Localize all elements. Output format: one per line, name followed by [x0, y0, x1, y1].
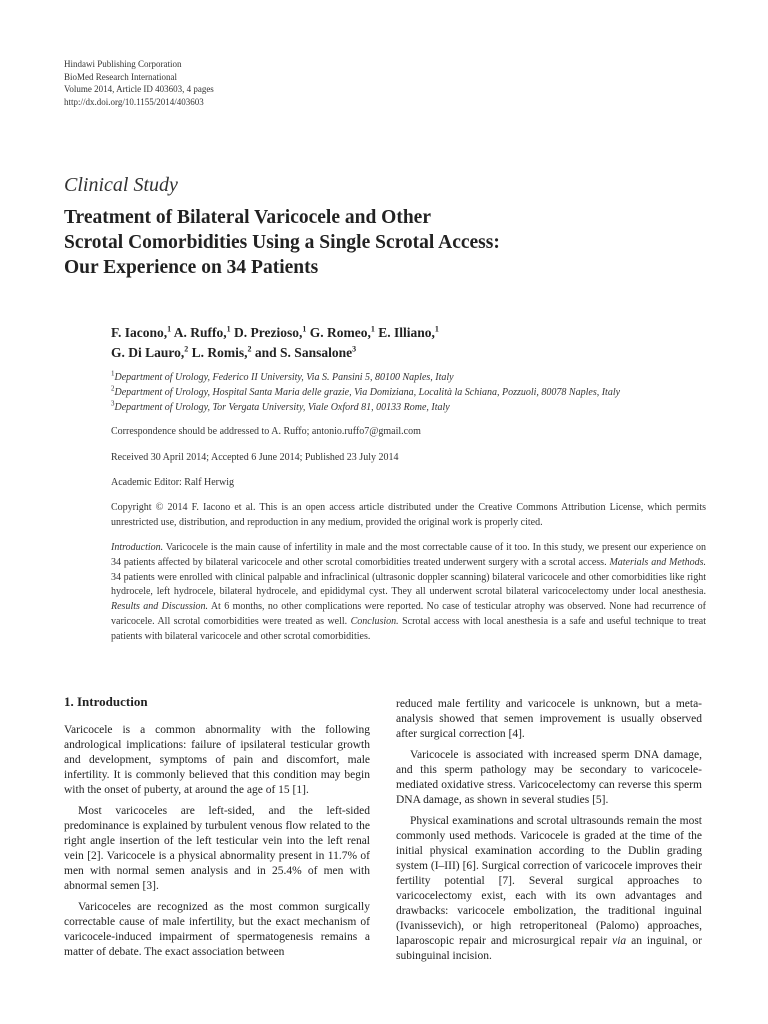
paragraph: Most varicoceles are left-sided, and the left-sided predominance is explained by turbulent venous flow related to the right angle insertion of the left testicular vein into the left renal vein [2]. Varicocele is a physical abnormality present in 11.7% of men with normal semen analysis and in 25.4% of men with abnormal semen [3]. [64, 805, 370, 892]
copyright-notice: Copyright © 2014 F. Iacono et al. This is an open access article distributed under the Creative Commons Attribution License, which permits unrestricted use, distribution, and reproduction in any medium, provided the original work is properly cited. [111, 502, 706, 528]
affiliation: $^1$Department of Urology, Federico II University, Via S. Pansini 5, 80100 Naples, Italy [111, 369, 454, 383]
author: and S. Sansalone$^3$ [254, 344, 357, 360]
publication-info [64, 58, 214, 108]
author: A. Ruffo,$^1$ [173, 324, 231, 340]
paragraph: Varicocele is a common abnormality with the following andrological implications: failure of ipsilateral testicular growth and development, symptoms of pain and discomfort, male infertility. It is commonly believed that this condition may begin with the onset of puberty, at around the age of 15 [1]. [64, 724, 370, 796]
left-column [64, 723, 370, 966]
publication-dates: Received 30 April 2014; Accepted 6 June 2014; Published 23 July 2014 [111, 452, 399, 463]
volume-info: Volume 2014, Article ID 403603, 4 pages [64, 84, 214, 94]
abstract-conclusion-text: Scrotal access with local anesthesia is a safe and useful technique to treat patients with bilateral varicocele and other scrotal comorbidities. [111, 615, 706, 642]
paragraph: reduced male fertility and varicocele is unknown, but a meta-analysis showed that semen improvement is usually observed after surgical correction [4]. [396, 698, 702, 740]
author: D. Prezioso,$^1$ [234, 324, 307, 340]
paragraph: Physical examinations and scrotal ultrasounds remain the most commonly used methods. Varicocele is graded at the time of the initial physical examination according to the Dublin grading system (I–III) [6]. Surgical correction of varicocele improves their fertility potential [7]. Several surgical approaches to varicocelectomy exist, each with its own advantages and drawbacks: varicocele embolization, the traditional inguinal (Ivanissevich), or high retroperitoneal (Palomo) approaches, laparoscopic repair and microsurgical repair via an inguinal, or subinguinal incision. [396, 815, 702, 962]
abstract-results-text: At 6 months, no other complications were reported. No case of testicular atrophy was observed. None had recurrence of varicocele. All scrotal comorbidities were treated as well. [111, 601, 706, 627]
academic-editor: Academic Editor: Ralf Herwig [111, 477, 235, 488]
abstract-results-label: Results and Discussion. [111, 601, 209, 613]
author: E. Illiano,$^1$ [378, 324, 439, 340]
title-line: Treatment of Bilateral Varicocele and Other [64, 207, 431, 228]
author-line-1 [111, 323, 711, 343]
section-heading: 1. Introduction [64, 694, 148, 709]
author: F. Iacono,$^1$ [111, 324, 172, 340]
affiliation: $^2$Department of Urology, Hospital Santa Maria delle grazie, Via Domiziana, Località la Schiana, Pozzuoli, 80078 Naples, Italy [111, 384, 621, 398]
author: L. Romis,$^2$ [191, 344, 252, 360]
article-title [64, 205, 684, 280]
abstract-intro-label: Introduction. [111, 542, 164, 553]
abstract-methods-label: Materials and Methods. [609, 556, 706, 568]
paragraph: Varicoceles are recognized as the most common surgically correctable cause of male infertility, but the exact mechanism of varicocele-induced impairment of spermatogenesis remains a matter of debate. The exact association between [64, 901, 370, 958]
abstract-conclusion-label: Conclusion. [350, 615, 399, 627]
journal-name: BioMed Research International [64, 71, 177, 82]
right-column [396, 697, 702, 970]
abstract [111, 541, 706, 645]
author: G. Di Lauro,$^2$ [111, 344, 189, 360]
title-line: Scrotal Comorbidities Using a Single Scrotal Access: [64, 232, 500, 253]
article-type: Clinical Study [64, 174, 178, 196]
affiliation: $^3$Department of Urology, Tor Vergata University, Viale Oxford 81, 00133 Rome, Italy [111, 399, 450, 413]
correspondence: Correspondence should be addressed to A. Ruffo; antonio.ruffo7@gmail.com [111, 426, 421, 437]
paragraph: Varicocele is associated with increased sperm DNA damage, and this sperm pathology may be secondary to varicocele-mediated oxidative stress. Varicocelectomy can reverse this sperm DNA damage, as shown in several studies [5]. [396, 749, 702, 806]
author: G. Romeo,$^1$ [309, 324, 375, 340]
abstract-methods-text: 34 patients were enrolled with clinical palpable and infraclinical (ultrasonic doppler scanning) bilateral varicocele and other comorbidities like right hydrocele, left hydrocele, bilateral hydrocele, and epididymal cyst. They all underwent scrotal bilateral varicocelectomy under local anesthesia. [111, 571, 706, 598]
title-line: Our Experience on 34 Patients [64, 257, 319, 278]
author-list [111, 323, 711, 363]
doi-link[interactable]: http://dx.doi.org/10.1155/2014/403603 [64, 96, 204, 107]
abstract-intro-text: Varicocele is the main cause of infertility in male and the most correctable cause of it too. In this study, we present our experience on 34 patients affected by bilateral varicocele and other scrotal comorbidities treated underwent surgery with a scrotal access. [111, 542, 706, 568]
affiliations [111, 370, 620, 415]
author-line-2 [111, 343, 711, 363]
publisher: Hindawi Publishing Corporation [64, 59, 182, 69]
